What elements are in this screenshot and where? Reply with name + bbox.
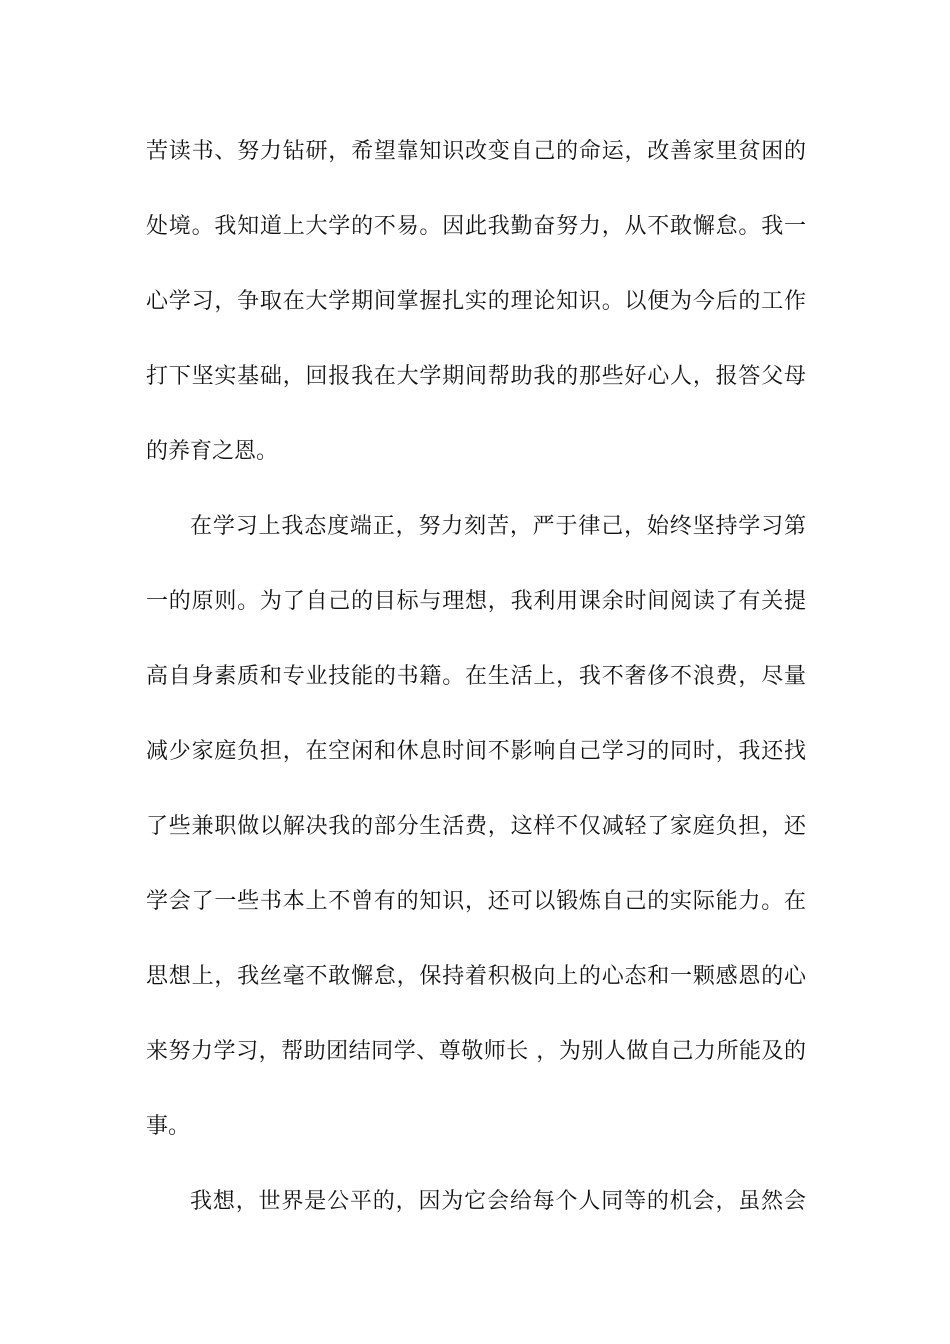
paragraph-first-line: 我想，世界是公平的，因为它会给每个人同等的机会，虽然会 <box>190 1189 806 1214</box>
text-line: 来努力学习，帮助团结同学、尊敬师长 ，为别人做自己力所能及的 <box>146 1039 806 1064</box>
text-line: 思想上，我丝毫不敢懈怠，保持着积极向上的心态和一颗感恩的心 <box>146 964 806 989</box>
text-line: 的养育之恩。 <box>146 439 279 464</box>
text-line: 高自身素质和专业技能的书籍。在生活上，我不奢侈不浪费，尽量 <box>146 664 806 689</box>
paragraph-first-line: 在学习上我态度端正，努力刻苦，严于律己，始终坚持学习第 <box>190 514 806 539</box>
text-line: 了些兼职做以解决我的部分生活费，这样不仅减轻了家庭负担，还 <box>146 814 806 839</box>
text-line: 事。 <box>146 1114 191 1139</box>
text-line: 打下坚实基础，回报我在大学期间帮助我的那些好心人，报答父母 <box>146 364 806 389</box>
text-line: 学会了一些书本上不曾有的知识，还可以锻炼自己的实际能力。在 <box>146 889 806 914</box>
text-line: 一的原则。为了自己的目标与理想，我利用课余时间阅读了有关提 <box>146 589 806 614</box>
body-text <box>146 128 806 1253</box>
text-line: 处境。我知道上大学的不易。因此我勤奋努力，从不敢懈怠。我一 <box>146 214 806 239</box>
text-line: 心学习，争取在大学期间掌握扎实的理论知识。以便为今后的工作 <box>146 289 806 314</box>
text-line: 苦读书、努力钻研，希望靠知识改变自己的命运，改善家里贫困的 <box>146 139 806 164</box>
text-line: 减少家庭负担，在空闲和休息时间不影响自己学习的同时，我还找 <box>146 739 806 764</box>
